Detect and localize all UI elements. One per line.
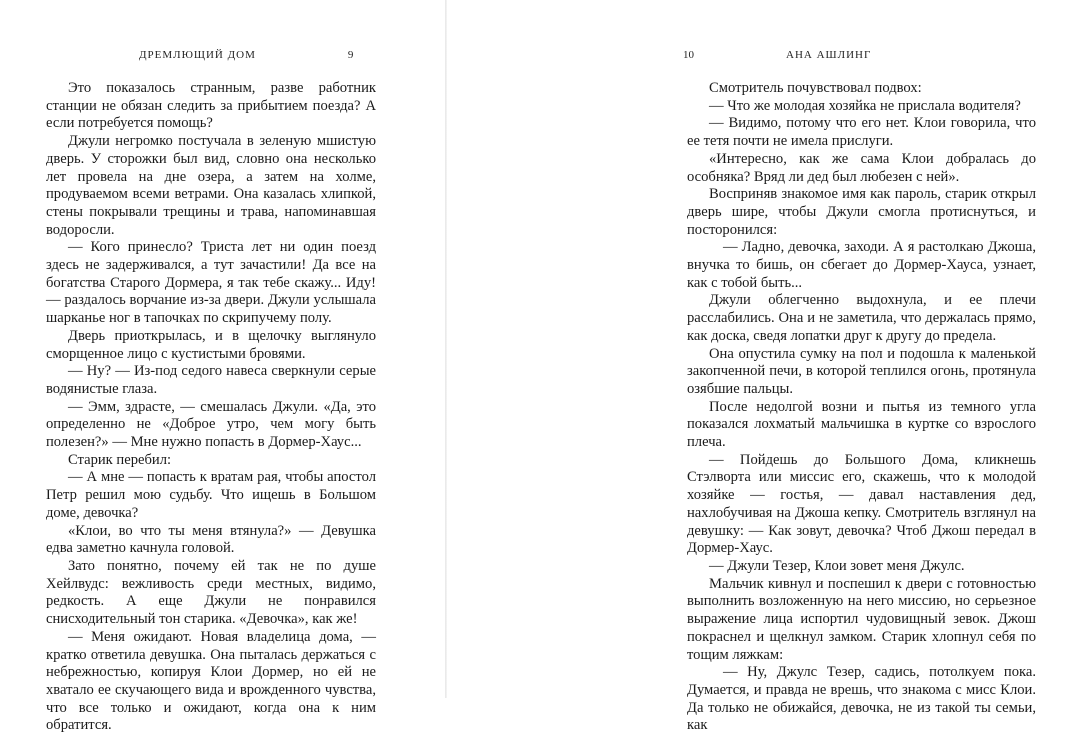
running-head-left [139,49,353,61]
paragraph: — Эмм, здрасте, — смешалась Джули. «Да, это определенно не «Доброе утро, чем могу быть полезен?» — Мне нужно попасть в Дормер-Хаус... [46,398,376,451]
paragraph: — Что же молодая хозяйка не прислала водителя? [709,97,1021,114]
paragraph: После недолгой возни и пытья из темного угла показался лохматый мальчишка в куртке со взрослого плеча. [687,398,1036,451]
paragraph: — Ну, Джулс Тезер, садись, потолкуем пока. Думается, и правда не врешь, что знакома с мисс Клои. Да только не обижайся, девочка, не из такой ты семьи, как [687,664,1036,734]
paragraph: Она опустила сумку на пол и подошла к маленькой закопченной печи, в которой теплился огонь, протянула озябшие пальцы. [687,345,1036,397]
paragraph: Старик перебил: [68,451,172,468]
paragraph: Дверь приоткрылась, и в щелочку выглянуло сморщенное лицо с кустистыми бровями. [46,327,376,362]
page-number-left: 9 [347,49,354,61]
paragraph: — Ладно, девочка, заходи. А я растолкаю Джоша, внучка то бишь, он сбегает до Дормер-Хауса, узнает, как с тобой быть... [687,239,1036,291]
paragraph: — Пойдешь до Большого Дома, кликнешь Стэлворта или миссис его, скажешь, что к молодой хозяйке — гостья, — давал наставления дед, нахлобучивая на Джоша кепку. Смотритель взглянул на девушку: — Как зовут, девочка? Чтоб Джош передал в Дормер-Хаус. [687,451,1036,557]
paragraph: Зато понятно, почему ей так не по душе Хейлвудс: вежливость среди местных, видимо, редкость. А еще Джули не понравился снисходительный тон старика. «Девочка», как же! [46,557,376,628]
paragraph: Это показалось странным, разве работник станции не обязан следить за прибытием поезда? А если потребуется помощь? [46,80,376,132]
right-page [447,0,1067,734]
paragraph: — Ну? — Из-под седого навеса сверкнули серые водянистые глаза. [46,363,376,397]
paragraph: «Клои, во что ты меня втянула?» — Девушка едва заметно качнула головой. [46,522,376,557]
left-page [0,0,446,734]
paragraph: Джули негромко постучала в зеленую мшистую дверь. У сторожки был вид, словно она несколько лет провела на дне озера, а затем на холме, продуваемом всеми ветрами. Она казалась хлипкой, стены покрывали трещины и трава, напоминавшая водоросли. [46,133,376,238]
paragraph: Восприняв знакомое имя как пароль, старик открыл дверь шире, чтобы Джули смогла протиснуться, и посторонился: [687,186,1036,238]
right-page-text [687,80,1036,735]
paragraph: — Кого принесло? Триста лет ни один поезд здесь не задерживался, а тут зачастили! Да все на богатства Старого Дормера, я так тебе скажу... Иду! — раздалось ворчание из-за двери. Джули услышала шарканье ног в тапочках по скрипучему полу. [46,239,376,327]
paragraph: — Меня ожидают. Новая владелица дома, — кратко ответила девушка. Она пыталась держаться с небрежностью, копируя Клои Дормер, но ей не хватало ее скучающего вида и врожденного чувства, что все только и ожидают, когда она к ним обратится. [46,628,376,734]
running-head-right [683,49,871,61]
paragraph: Смотритель почувствовал подвох: [709,80,922,96]
page-number-right: 10 [683,49,694,61]
paragraph: — Джули Тезер, Клои зовет меня Джулс. [709,557,965,574]
left-page-text [46,80,376,735]
paragraph: Мальчик кивнул и поспешил к двери с готовностью выполнить возложенную на него миссию, но серьезное выражение лица испортил чудовищный зевок. Джош покраснел и щелкнул замком. Старик хлопнул себя по тощим ляжкам: [687,575,1036,663]
paragraph: «Интересно, как же сама Клои добралась до особняка? Вряд ли дед был любезен с ней». [687,150,1036,185]
paragraph: — А мне — попасть к вратам рая, чтобы апостол Петр решил мою судьбу. Что ищешь в Большом доме, девочка? [46,469,376,521]
running-head-title: ДРЕМЛЮЩИЙ ДОМ [139,49,256,61]
paragraph: — Видимо, потому что его нет. Клои говорила, что ее тетя почти не имела прислуги. [687,115,1036,150]
paragraph: Джули облегченно выдохнула, и ее плечи расслабились. Она и не заметила, что держалась прямо, как доска, сведя лопатки друг к другу до предела. [687,292,1036,344]
running-head-author: АНА АШЛИНГ [786,49,872,61]
